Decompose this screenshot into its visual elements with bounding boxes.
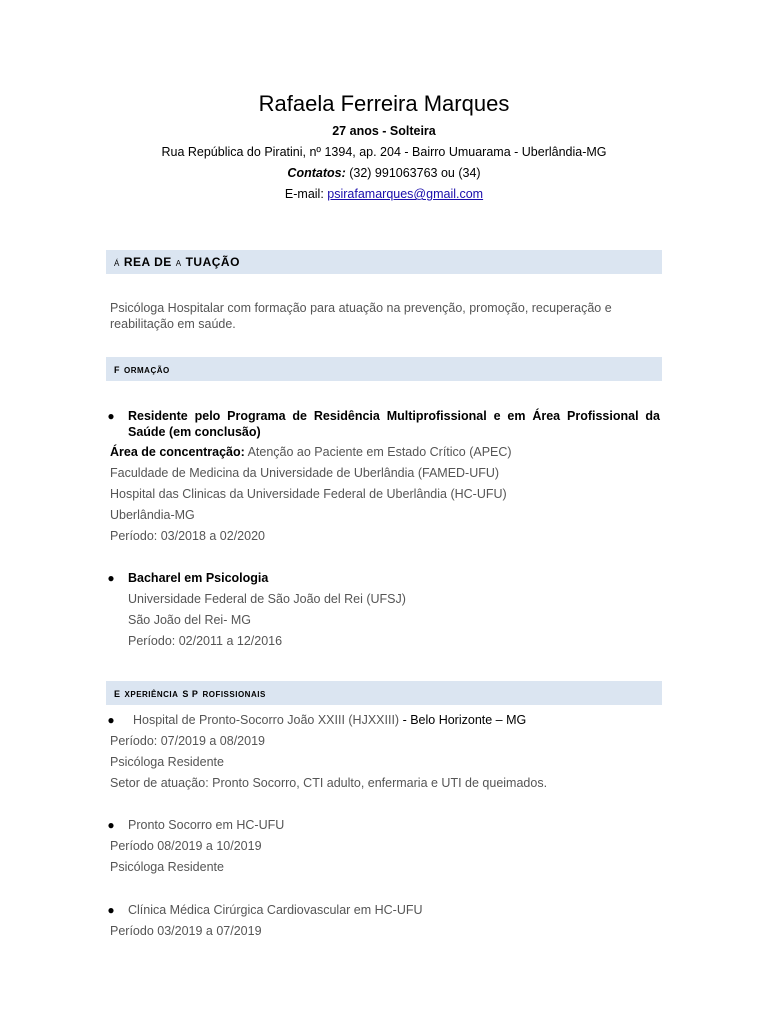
email-link[interactable]: psirafamarques@gmail.com: [327, 187, 484, 201]
candidate-name: Rafaela Ferreira Marques: [258, 91, 510, 116]
exp-item-3-place: Clínica Médica Cirúrgica Cardiovascular em HC-UFU: [128, 903, 423, 917]
formacao-item-1-concentration: [110, 444, 660, 460]
age-status: 27 anos - Solteira: [332, 124, 436, 138]
contacts-label: Contatos:: [287, 166, 346, 180]
formacao-item-2-line1: Universidade Federal de São João del Rei (UFSJ): [128, 592, 406, 606]
section-title-part: ORMAÇÃO: [124, 366, 170, 375]
email-label: E-mail:: [284, 187, 328, 201]
concentration-value: Atenção ao Paciente em Estado Crítico (APEC): [244, 445, 512, 459]
exp-item-2-period: Período 08/2019 a 10/2019: [110, 839, 262, 853]
section-title-part: F: [114, 365, 120, 375]
exp-item-1-period: Período: 07/2019 a 08/2019: [110, 734, 265, 748]
exp-item-1-city: - Belo Horizonte – MG: [399, 713, 527, 727]
concentration-label: Área de concentração:: [110, 445, 245, 459]
bullet-icon: ●: [107, 818, 115, 832]
exp-item-1-sector: Setor de atuação: Pronto Socorro, CTI adulto, enfermaria e UTI de queimados.: [110, 776, 548, 790]
exp-item-1-role: Psicóloga Residente: [110, 755, 224, 769]
section-title-part: A: [175, 259, 182, 268]
section-title-part: XPERIÊNCIA: [124, 690, 179, 699]
section-header-area-atuacao: [106, 250, 662, 274]
formacao-item-2-title: Bacharel em Psicologia: [128, 571, 269, 585]
formacao-item-1-line1: Faculdade de Medicina da Universidade de Uberlândia (FAMED-UFU): [110, 466, 500, 480]
section-title-part: TUAÇÃO: [185, 255, 240, 269]
address: Rua República do Piratini, nº 1394, ap. 204 - Bairro Umuarama - Uberlândia-MG: [161, 145, 607, 159]
formacao-item-2-period: Período: 02/2011 a 12/2016: [128, 634, 283, 648]
section-title-part: ROFISSIONAIS: [202, 690, 266, 699]
contacts-value: (32) 991063763 ou (34): [345, 166, 481, 180]
email-line: [0, 186, 768, 202]
exp-item-1-place-line: [133, 712, 683, 728]
contacts-line: [0, 165, 768, 181]
exp-item-2-role: Psicóloga Residente: [110, 860, 224, 874]
section-title-part: Á: [114, 259, 120, 268]
section-title-part: REA DE: [123, 255, 172, 269]
area-atuacao-text: Psicóloga Hospitalar com formação para atuação na prevenção, promoção, recuperação e reabilitação em saúde.: [110, 301, 612, 331]
section-header-formacao: [106, 357, 662, 381]
exp-item-2-place: Pronto Socorro em HC-UFU: [128, 818, 285, 832]
formacao-item-1-title: Residente pelo Programa de Residência Multiprofissional e em Área Profissional da Saúde (em conclusão): [128, 409, 660, 439]
formacao-item-2-line2: São João del Rei- MG: [128, 613, 251, 627]
section-title-part: E: [114, 689, 121, 699]
formacao-item-1-line2: Hospital das Clinicas da Universidade Federal de Uberlândia (HC-UFU): [110, 487, 507, 501]
section-header-experiencias: [106, 681, 662, 705]
exp-item-3-period: Período 03/2019 a 07/2019: [110, 924, 262, 938]
formacao-item-1-period: Período: 03/2018 a 02/2020: [110, 529, 265, 543]
exp-item-1-place: Hospital de Pronto-Socorro João XXIII (HJXXIII): [133, 713, 400, 727]
bullet-icon: ●: [107, 903, 115, 917]
bullet-icon: ●: [107, 713, 115, 727]
bullet-icon: ●: [107, 571, 115, 585]
bullet-icon: ●: [107, 409, 115, 423]
section-title-part: S P: [182, 689, 199, 699]
formacao-item-1-line3: Uberlândia-MG: [110, 508, 195, 522]
